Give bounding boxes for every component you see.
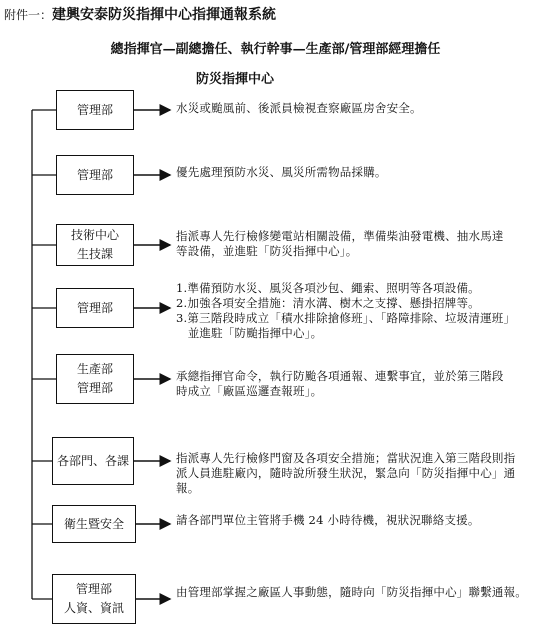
unit-task-description: 承總指揮官命令，執行防颱各項通報、連繫事宜，並於第三階段 時成立「廠區巡邏查報班」。 xyxy=(176,369,504,398)
unit-task-description: 指派專人先行檢修變電站相關設備，準備柴油發電機、抽水馬達 等設備，並進駐「防災指揮中心」。 xyxy=(176,229,504,258)
unit-box: 生產部 管理部 xyxy=(56,354,134,404)
unit-task-description: 請各部門單位主管將手機 24 小時待機，視狀況聯絡支援。 xyxy=(176,513,480,527)
unit-box: 管理部 xyxy=(56,288,134,328)
unit-task-description: 1.準備預防水災、風災各項沙包、繩索、照明等各項設備。 2.加強各項安全措施：清水溝、樹木之支撐、懸掛招牌等。 3.第三階段時成立「積水排除搶修班」、「路障排除、垃圾清運班」 並進駐「防颱指揮中心」。 xyxy=(176,281,516,340)
command-center-label: 防災指揮中心 xyxy=(196,72,275,87)
unit-box: 衛生暨安全 xyxy=(52,505,136,543)
chain-of-command: 總指揮官—副總擔任、執行幹事—生產部/管理部經理擔任 xyxy=(110,42,441,57)
unit-box: 技術中心 生技課 xyxy=(56,224,134,266)
unit-task-description: 由管理部掌握之廠區人事動態，隨時向「防災指揮中心」聯繫通報。 xyxy=(176,585,527,599)
unit-box: 管理部 xyxy=(56,155,134,195)
attachment-label: 附件一： xyxy=(4,8,53,22)
unit-box: 各部門、各課 xyxy=(52,437,134,485)
unit-task-description: 優先處理預防水災、風災所需物品採購。 xyxy=(176,165,387,179)
unit-box: 管理部 xyxy=(56,90,134,130)
unit-task-description: 指派專人先行檢修門窗及各項安全措施；當狀況進入第三階段則指 派人員進駐廠內，隨時說所發生狀況，緊急向「防災指揮中心」通 報。 xyxy=(176,451,516,495)
unit-task-description: 水災或颱風前、後派員檢視查察廠區房舍安全。 xyxy=(176,101,422,115)
system-title: 建興安泰防災指揮中心指揮通報系統 xyxy=(52,7,277,23)
unit-box: 管理部 人資、資訊 xyxy=(52,574,136,624)
